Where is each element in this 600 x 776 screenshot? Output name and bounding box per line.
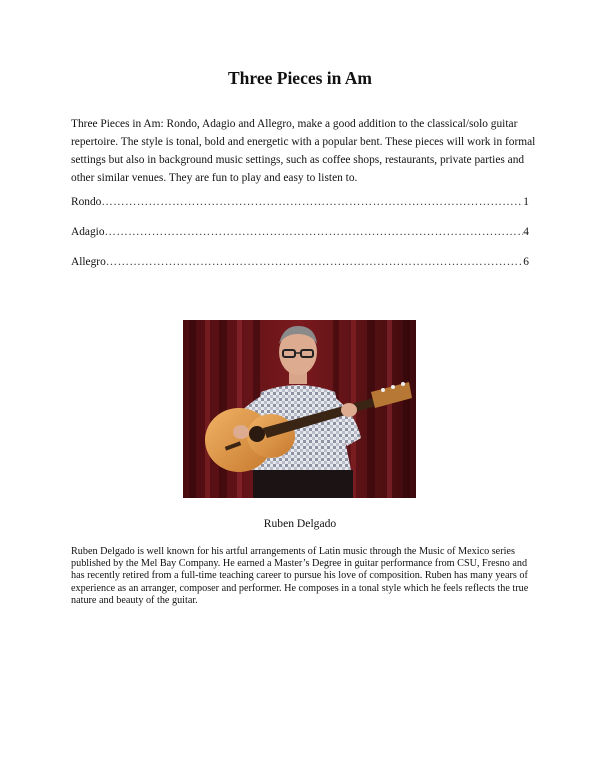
toc-entry-rondo (71, 194, 529, 224)
toc-leader-dots (101, 194, 523, 210)
toc-entry-adagio (71, 224, 529, 254)
toc-entry-allegro (71, 254, 529, 284)
toc-entry-page: 4 (523, 226, 529, 238)
guitarist-photo (183, 320, 416, 498)
page-title: Three Pieces in Am (227, 68, 373, 88)
toc-entry-label: Allegro (71, 256, 106, 268)
biography-paragraph: Ruben Delgado is well known for his artful arrangements of Latin music through the Music of Mexico series published by the Mel Bay Company. He earned a Master’s Degree in guitar performance from CSU, Fresno and has recently retired from a full-time teaching career to pursue his love of composition. Ruben has many years of experience as an arranger, composer and performer. He composes in a tonal style which he feels reflects the true nature and beauty of the guitar. (71, 546, 529, 606)
toc-leader-dots (105, 224, 524, 240)
table-of-contents (71, 194, 529, 284)
toc-entry-page: 6 (523, 256, 529, 268)
toc-leader-dots (106, 254, 524, 270)
photo-caption: Ruben Delgado (263, 517, 337, 530)
toc-entry-page: 1 (523, 196, 529, 208)
toc-entry-label: Rondo (71, 196, 102, 208)
intro-paragraph: Three Pieces in Am: Rondo, Adagio and Allegro, make a good addition to the classical/solo guitar repertoire. The style is tonal, bold and energetic with a popular bent. These pieces will work in formal settings but also in background music settings, such as coffee shops, restaurants, private parties and other similar venues. They are fun to play and easy to listen to. (71, 118, 536, 184)
toc-entry-label: Adagio (71, 226, 105, 238)
